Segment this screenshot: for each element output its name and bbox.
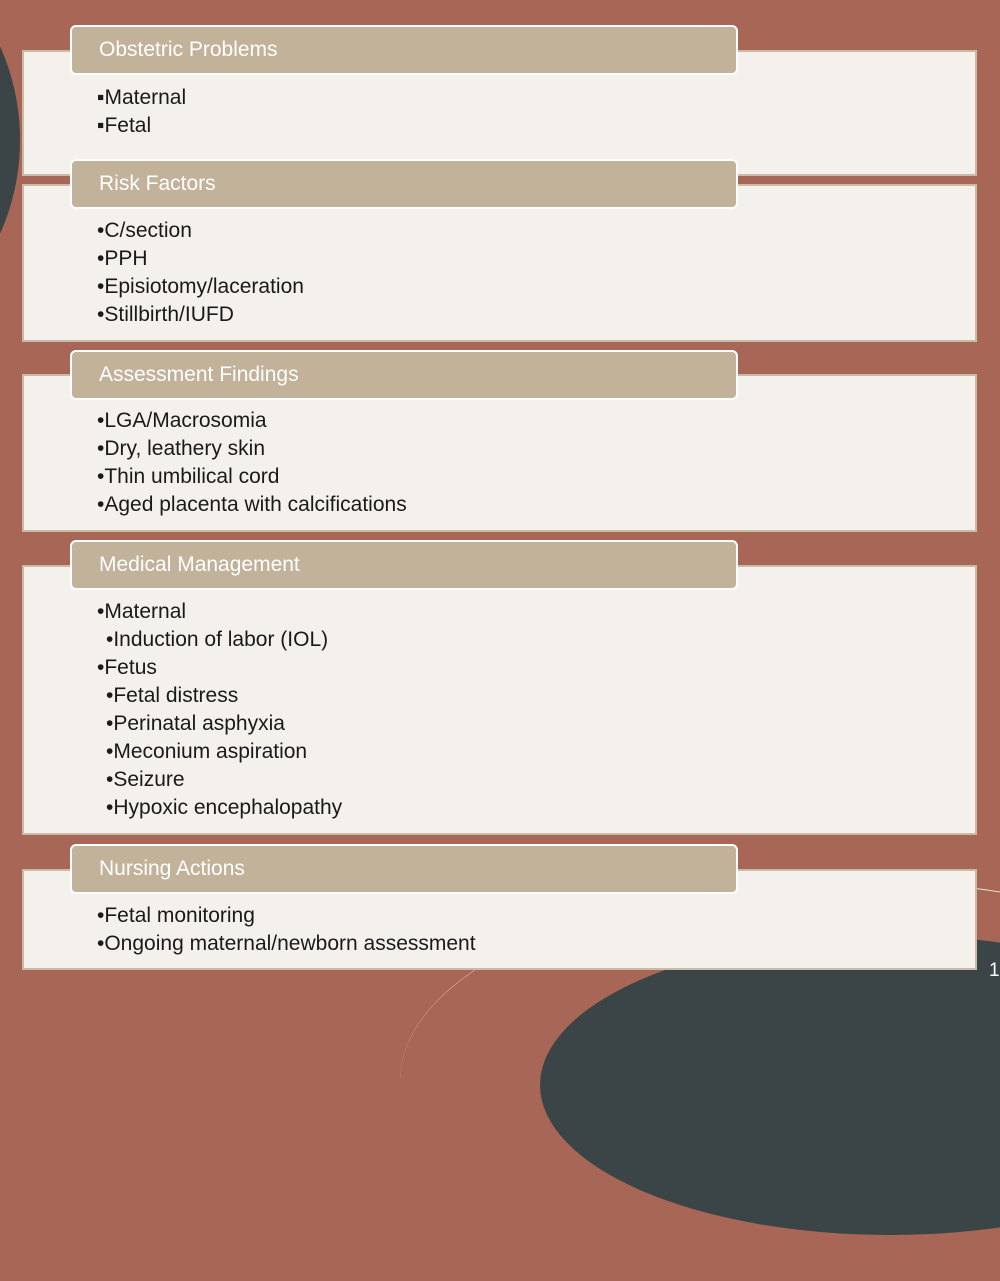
list-item: •Aged placenta with calcifications — [97, 493, 407, 516]
list-item: •Episiotomy/laceration — [97, 275, 304, 298]
section-header: Assessment Findings — [70, 350, 738, 400]
list-item: •Hypoxic encephalopathy — [106, 796, 343, 819]
bullet-list — [97, 902, 476, 958]
section-header: Medical Management — [70, 540, 738, 590]
bullet-list — [97, 598, 342, 822]
list-item: •Dry, leathery skin — [97, 437, 266, 460]
list-item: •Meconium aspiration — [106, 740, 308, 763]
decorative-arc-left — [0, 0, 20, 350]
bullet-list — [97, 217, 304, 329]
section-header: Risk Factors — [70, 159, 738, 209]
list-item: •Stillbirth/IUFD — [97, 303, 234, 326]
page-number: 1 — [989, 960, 1000, 981]
bullet-list — [97, 84, 186, 140]
list-item: •Fetal monitoring — [97, 904, 255, 927]
bullet-list — [97, 407, 407, 519]
list-item: •Induction of labor (IOL) — [106, 628, 329, 651]
list-item: •Seizure — [106, 768, 185, 791]
list-item: •LGA/Macrosomia — [97, 409, 267, 432]
list-item: •Thin umbilical cord — [97, 465, 280, 488]
list-item: •C/section — [97, 219, 192, 242]
list-item: •Perinatal asphyxia — [106, 712, 285, 735]
list-item: •Ongoing maternal/newborn assessment — [97, 932, 476, 955]
list-item: ▪Fetal — [97, 114, 152, 137]
list-item: •Maternal — [97, 600, 187, 623]
list-item: •Fetal distress — [106, 684, 239, 707]
section-header: Nursing Actions — [70, 844, 738, 894]
list-item: •PPH — [97, 247, 148, 270]
section-header: Obstetric Problems — [70, 25, 738, 75]
list-item: ▪Maternal — [97, 86, 187, 109]
list-item: •Fetus — [97, 656, 157, 679]
